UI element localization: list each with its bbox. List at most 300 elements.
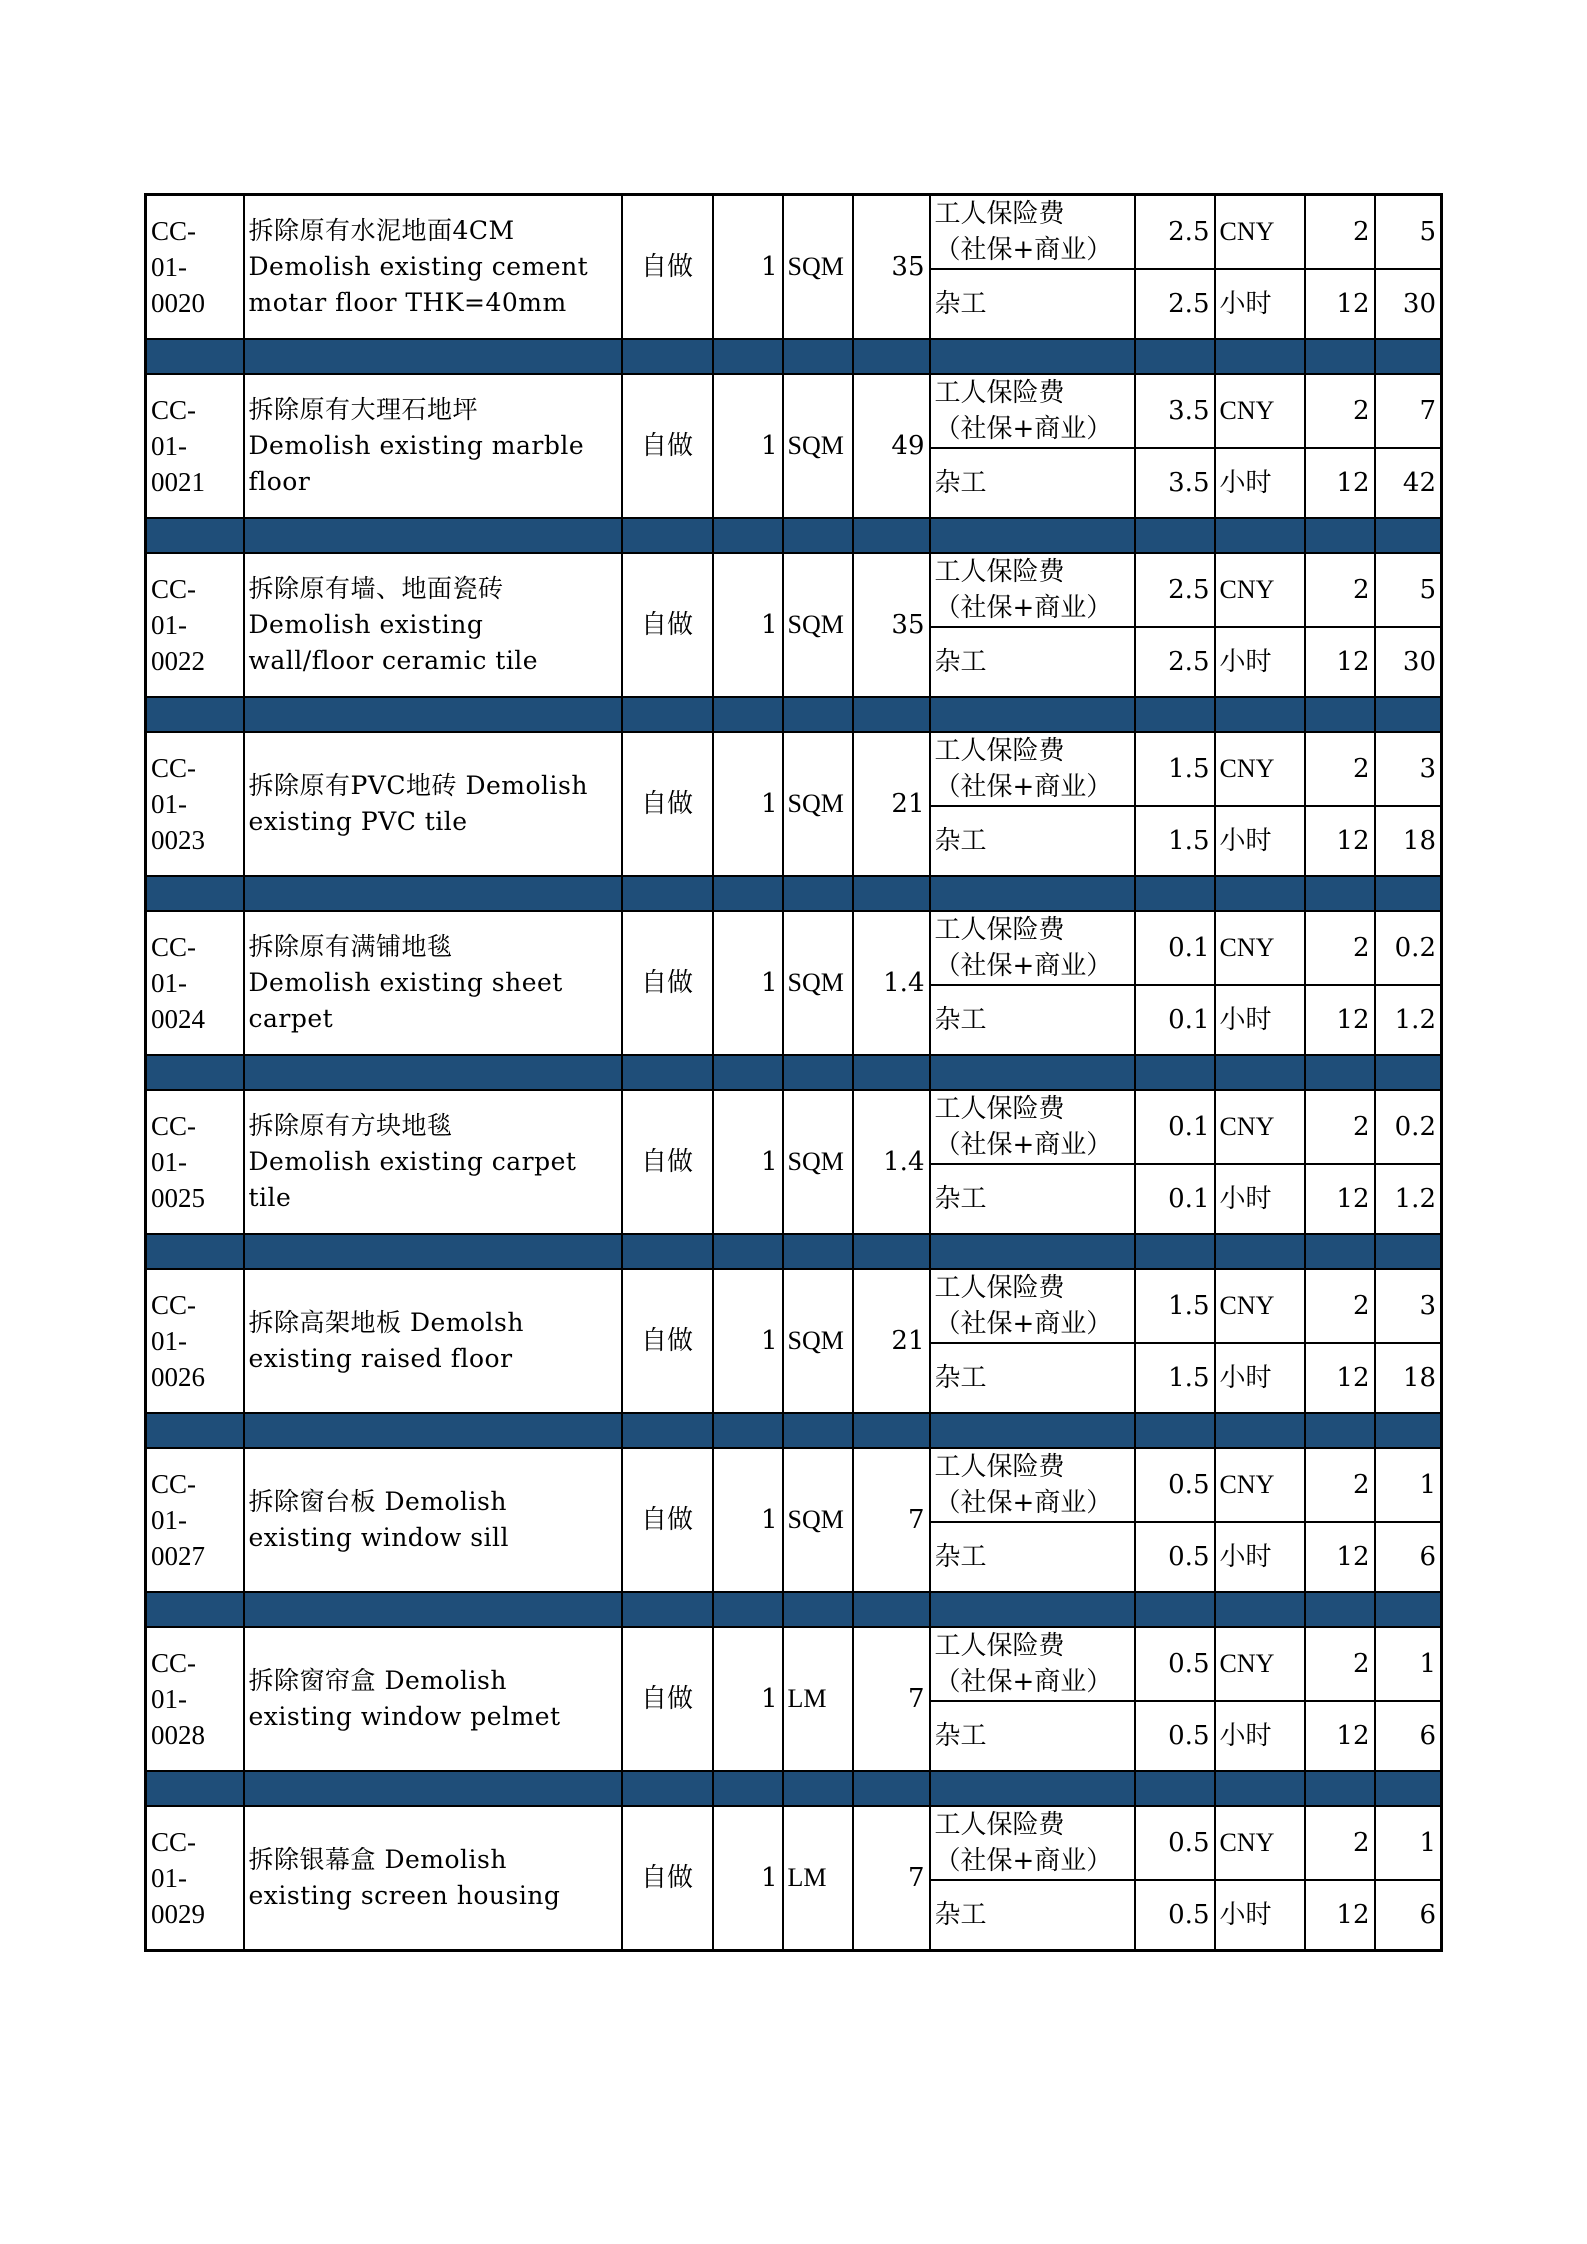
item-code-cell	[146, 1269, 244, 1413]
separator-cell	[146, 1771, 244, 1806]
separator-cell	[1305, 1234, 1375, 1269]
item-description-line: Demolish existing	[248, 610, 484, 639]
cost-unit: 小时	[1215, 269, 1305, 339]
cost-label-line: 杂工	[934, 647, 987, 677]
item-amount: 21	[853, 1269, 930, 1413]
separator-row	[146, 1771, 1442, 1806]
separator-cell	[783, 1771, 853, 1806]
cost-unit: CNY	[1215, 732, 1305, 806]
item-code-line: 01-	[151, 1147, 187, 1177]
cost-label-cell	[930, 1343, 1135, 1413]
cost-label-line: （社保+商业）	[934, 1846, 1113, 1876]
cost-label-cell	[930, 732, 1135, 806]
separator-cell	[713, 518, 783, 553]
item-quantity: 1	[713, 911, 783, 1055]
separator-cell	[853, 876, 930, 911]
item-description-line: existing window pelmet	[248, 1702, 561, 1731]
separator-cell	[1375, 339, 1442, 374]
separator-cell	[622, 1055, 713, 1090]
item-description-line: existing window sill	[248, 1523, 510, 1552]
separator-cell	[930, 1771, 1135, 1806]
separator-cell	[1135, 697, 1215, 732]
item-amount: 7	[853, 1806, 930, 1951]
item-code-line: 0026	[151, 1362, 205, 1392]
cost-unit: 小时	[1215, 448, 1305, 518]
separator-cell	[930, 1592, 1135, 1627]
item-description-line: 拆除原有满铺地毯	[248, 932, 453, 961]
table-row	[146, 1090, 1442, 1164]
separator-cell	[622, 339, 713, 374]
item-unit: SQM	[783, 553, 853, 697]
cost-label-line: 杂工	[934, 1005, 987, 1035]
cost-rate: 1.5	[1135, 806, 1215, 876]
item-code-line: 0021	[151, 467, 205, 497]
separator-cell	[146, 518, 244, 553]
item-amount: 49	[853, 374, 930, 518]
cost-total: 6	[1375, 1880, 1442, 1951]
cost-rate: 0.1	[1135, 911, 1215, 985]
separator-cell	[1135, 1771, 1215, 1806]
item-description-line: 拆除窗帘盒 Demolish	[248, 1666, 507, 1695]
separator-cell	[622, 1234, 713, 1269]
cost-label-cell	[930, 1627, 1135, 1701]
separator-cell	[853, 518, 930, 553]
cost-unit: CNY	[1215, 1448, 1305, 1522]
cost-rate: 0.1	[1135, 1090, 1215, 1164]
separator-row	[146, 697, 1442, 732]
separator-cell	[713, 876, 783, 911]
cost-unit: 小时	[1215, 1343, 1305, 1413]
cost-unit: 小时	[1215, 1164, 1305, 1234]
item-quantity: 1	[713, 1806, 783, 1951]
cost-label-line: 杂工	[934, 1542, 987, 1572]
cost-count: 12	[1305, 1701, 1375, 1771]
cost-label-line: 工人保险费	[934, 1631, 1065, 1661]
item-code-cell	[146, 195, 244, 340]
item-description-cell	[244, 1627, 622, 1771]
separator-cell	[783, 1055, 853, 1090]
separator-row	[146, 876, 1442, 911]
item-description-line: existing raised floor	[248, 1344, 513, 1373]
item-amount: 21	[853, 732, 930, 876]
cost-label-line: 工人保险费	[934, 915, 1065, 945]
item-amount: 35	[853, 195, 930, 340]
cost-label-cell	[930, 911, 1135, 985]
separator-cell	[713, 1592, 783, 1627]
item-description-cell	[244, 732, 622, 876]
cost-label-cell	[930, 374, 1135, 448]
cost-label-cell	[930, 269, 1135, 339]
separator-cell	[1135, 339, 1215, 374]
separator-row	[146, 1592, 1442, 1627]
cost-label-cell	[930, 627, 1135, 697]
separator-cell	[244, 1055, 622, 1090]
item-code-line: CC-	[151, 395, 197, 425]
item-code-line: 0029	[151, 1899, 205, 1929]
item-description-line: tile	[248, 1183, 292, 1212]
cost-label-cell	[930, 1806, 1135, 1880]
cost-label-line: 杂工	[934, 289, 987, 319]
cost-rate: 0.5	[1135, 1627, 1215, 1701]
cost-label-cell	[930, 1701, 1135, 1771]
separator-cell	[930, 1234, 1135, 1269]
cost-count: 12	[1305, 627, 1375, 697]
cost-total: 3	[1375, 732, 1442, 806]
cost-count: 12	[1305, 1343, 1375, 1413]
separator-cell	[146, 697, 244, 732]
separator-cell	[783, 1234, 853, 1269]
cost-rate: 1.5	[1135, 1343, 1215, 1413]
cost-count: 12	[1305, 1880, 1375, 1951]
cost-count: 12	[1305, 985, 1375, 1055]
item-code-cell	[146, 1448, 244, 1592]
item-code-line: 01-	[151, 1505, 187, 1535]
separator-cell	[146, 1055, 244, 1090]
item-method: 自做	[622, 374, 713, 518]
cost-total: 1	[1375, 1448, 1442, 1522]
item-code-line: CC-	[151, 574, 197, 604]
table-row	[146, 195, 1442, 270]
item-unit: LM	[783, 1806, 853, 1951]
cost-label-line: 杂工	[934, 1721, 987, 1751]
cost-label-cell	[930, 1164, 1135, 1234]
separator-cell	[853, 1771, 930, 1806]
separator-cell	[244, 518, 622, 553]
item-code-line: CC-	[151, 932, 197, 962]
cost-unit: CNY	[1215, 195, 1305, 270]
cost-label-line: （社保+商业）	[934, 1309, 1113, 1339]
separator-cell	[1215, 1413, 1305, 1448]
cost-label-line: （社保+商业）	[934, 1667, 1113, 1697]
item-description-line: motar floor THK=40mm	[248, 288, 567, 317]
item-quantity: 1	[713, 1627, 783, 1771]
item-code-cell	[146, 732, 244, 876]
item-unit: SQM	[783, 1269, 853, 1413]
item-code-line: 0020	[151, 288, 205, 318]
separator-cell	[713, 339, 783, 374]
cost-total: 0.2	[1375, 1090, 1442, 1164]
cost-label-cell	[930, 1880, 1135, 1951]
item-description-cell	[244, 374, 622, 518]
separator-cell	[930, 876, 1135, 911]
table-row	[146, 1269, 1442, 1343]
cost-total: 6	[1375, 1701, 1442, 1771]
separator-row	[146, 1413, 1442, 1448]
cost-label-line: （社保+商业）	[934, 414, 1113, 444]
cost-total: 3	[1375, 1269, 1442, 1343]
item-amount: 7	[853, 1448, 930, 1592]
separator-cell	[1305, 876, 1375, 911]
cost-count: 12	[1305, 269, 1375, 339]
separator-cell	[853, 339, 930, 374]
item-code-cell	[146, 911, 244, 1055]
cost-count: 12	[1305, 1164, 1375, 1234]
cost-total: 1.2	[1375, 1164, 1442, 1234]
cost-unit: 小时	[1215, 1522, 1305, 1592]
cost-total: 5	[1375, 195, 1442, 270]
cost-total: 42	[1375, 448, 1442, 518]
item-code-line: 0024	[151, 1004, 205, 1034]
item-description-line: 拆除窗台板 Demolish	[248, 1487, 507, 1516]
separator-cell	[783, 1413, 853, 1448]
item-code-line: CC-	[151, 216, 197, 246]
item-description-line: Demolish existing cement	[248, 252, 589, 281]
item-method: 自做	[622, 553, 713, 697]
item-code-line: 01-	[151, 789, 187, 819]
separator-cell	[1135, 876, 1215, 911]
cost-rate: 0.5	[1135, 1448, 1215, 1522]
item-unit: LM	[783, 1627, 853, 1771]
item-description-line: 拆除原有水泥地面4CM	[248, 216, 515, 245]
cost-unit: CNY	[1215, 1090, 1305, 1164]
cost-total: 0.2	[1375, 911, 1442, 985]
item-description-line: 拆除原有墙、地面瓷砖	[248, 574, 504, 603]
separator-row	[146, 339, 1442, 374]
separator-cell	[1305, 697, 1375, 732]
separator-cell	[622, 1592, 713, 1627]
cost-rate: 0.5	[1135, 1522, 1215, 1592]
item-code-line: 01-	[151, 1863, 187, 1893]
separator-cell	[244, 1234, 622, 1269]
item-code-line: 01-	[151, 968, 187, 998]
separator-cell	[146, 1234, 244, 1269]
separator-cell	[244, 697, 622, 732]
separator-cell	[713, 1055, 783, 1090]
item-quantity: 1	[713, 1448, 783, 1592]
cost-count: 2	[1305, 1448, 1375, 1522]
cost-count: 12	[1305, 448, 1375, 518]
separator-cell	[853, 697, 930, 732]
separator-cell	[1375, 518, 1442, 553]
separator-cell	[622, 876, 713, 911]
cost-unit: CNY	[1215, 1269, 1305, 1343]
separator-cell	[622, 1771, 713, 1806]
cost-rate: 1.5	[1135, 732, 1215, 806]
item-unit: SQM	[783, 911, 853, 1055]
cost-total: 1	[1375, 1627, 1442, 1701]
table-row	[146, 553, 1442, 627]
item-description-line: floor	[248, 467, 311, 496]
cost-label-line: 工人保险费	[934, 1273, 1065, 1303]
separator-cell	[1375, 1771, 1442, 1806]
item-code-line: CC-	[151, 1827, 197, 1857]
item-description-line: 拆除高架地板 Demolsh	[248, 1308, 524, 1337]
cost-total: 5	[1375, 553, 1442, 627]
item-description-line: existing screen housing	[248, 1881, 561, 1910]
item-description-line: Demolish existing marble	[248, 431, 585, 460]
cost-total: 30	[1375, 269, 1442, 339]
cost-label-cell	[930, 985, 1135, 1055]
separator-cell	[1215, 697, 1305, 732]
separator-cell	[783, 339, 853, 374]
item-description-cell	[244, 911, 622, 1055]
separator-cell	[713, 1413, 783, 1448]
cost-total: 30	[1375, 627, 1442, 697]
cost-total: 1.2	[1375, 985, 1442, 1055]
item-code-cell	[146, 374, 244, 518]
item-quantity: 1	[713, 732, 783, 876]
item-unit: SQM	[783, 1448, 853, 1592]
cost-label-cell	[930, 1090, 1135, 1164]
cost-label-line: 杂工	[934, 1900, 987, 1930]
cost-label-cell	[930, 1522, 1135, 1592]
item-unit: SQM	[783, 195, 853, 340]
cost-label-cell	[930, 448, 1135, 518]
separator-cell	[146, 339, 244, 374]
item-code-line: 0025	[151, 1183, 205, 1213]
cost-label-line: 杂工	[934, 826, 987, 856]
separator-cell	[1305, 339, 1375, 374]
item-description-line: Demolish existing sheet	[248, 968, 563, 997]
table-row	[146, 911, 1442, 985]
item-method: 自做	[622, 911, 713, 1055]
separator-cell	[146, 876, 244, 911]
cost-label-line: （社保+商业）	[934, 1488, 1113, 1518]
item-description-line: 拆除原有方块地毯	[248, 1111, 453, 1140]
item-description-line: 拆除银幕盒 Demolish	[248, 1845, 507, 1874]
cost-label-line: 工人保险费	[934, 199, 1065, 229]
separator-cell	[1305, 1592, 1375, 1627]
item-code-cell	[146, 1627, 244, 1771]
item-method: 自做	[622, 1090, 713, 1234]
separator-cell	[783, 518, 853, 553]
item-code-line: 01-	[151, 431, 187, 461]
cost-unit: 小时	[1215, 1701, 1305, 1771]
separator-cell	[1135, 1234, 1215, 1269]
item-quantity: 1	[713, 374, 783, 518]
separator-row	[146, 518, 1442, 553]
cost-label-cell	[930, 1448, 1135, 1522]
item-code-line: CC-	[151, 753, 197, 783]
separator-cell	[244, 1592, 622, 1627]
separator-cell	[783, 1592, 853, 1627]
item-quantity: 1	[713, 1269, 783, 1413]
cost-count: 2	[1305, 732, 1375, 806]
separator-cell	[853, 1592, 930, 1627]
cost-rate: 2.5	[1135, 553, 1215, 627]
cost-unit: CNY	[1215, 1806, 1305, 1880]
item-description-line: 拆除原有大理石地坪	[248, 395, 479, 424]
cost-label-line: （社保+商业）	[934, 1130, 1113, 1160]
cost-label-cell	[930, 1269, 1135, 1343]
item-code-cell	[146, 1090, 244, 1234]
cost-unit: CNY	[1215, 374, 1305, 448]
separator-cell	[713, 1234, 783, 1269]
item-code-line: 0027	[151, 1541, 205, 1571]
separator-cell	[930, 518, 1135, 553]
cost-label-cell	[930, 195, 1135, 270]
separator-cell	[853, 1234, 930, 1269]
cost-unit: CNY	[1215, 911, 1305, 985]
item-code-line: 01-	[151, 252, 187, 282]
separator-cell	[713, 1771, 783, 1806]
cost-label-cell	[930, 806, 1135, 876]
separator-row	[146, 1234, 1442, 1269]
cost-unit: 小时	[1215, 806, 1305, 876]
separator-cell	[1135, 1413, 1215, 1448]
separator-cell	[1215, 1771, 1305, 1806]
separator-cell	[1135, 1592, 1215, 1627]
cost-rate: 3.5	[1135, 448, 1215, 518]
item-code-line: 01-	[151, 1684, 187, 1714]
cost-rate: 0.5	[1135, 1880, 1215, 1951]
cost-label-line: （社保+商业）	[934, 235, 1113, 265]
separator-cell	[1215, 339, 1305, 374]
separator-cell	[1305, 1413, 1375, 1448]
cost-total: 18	[1375, 1343, 1442, 1413]
cost-total: 1	[1375, 1806, 1442, 1880]
cost-label-line: 工人保险费	[934, 378, 1065, 408]
separator-cell	[146, 1413, 244, 1448]
cost-rate: 1.5	[1135, 1269, 1215, 1343]
cost-unit: CNY	[1215, 1627, 1305, 1701]
cost-label-line: 工人保险费	[934, 1094, 1065, 1124]
cost-rate: 0.1	[1135, 985, 1215, 1055]
separator-cell	[244, 876, 622, 911]
item-quantity: 1	[713, 1090, 783, 1234]
item-description-cell	[244, 1448, 622, 1592]
cost-label-line: 工人保险费	[934, 736, 1065, 766]
item-description-line: wall/floor ceramic tile	[248, 646, 539, 675]
separator-cell	[1305, 1055, 1375, 1090]
cost-count: 2	[1305, 911, 1375, 985]
separator-cell	[930, 1413, 1135, 1448]
separator-cell	[930, 1055, 1135, 1090]
item-method: 自做	[622, 1448, 713, 1592]
table-row	[146, 374, 1442, 448]
separator-cell	[1375, 1592, 1442, 1627]
item-method: 自做	[622, 195, 713, 340]
cost-label-line: 工人保险费	[934, 557, 1065, 587]
cost-count: 2	[1305, 1269, 1375, 1343]
item-description-line: carpet	[248, 1004, 334, 1033]
cost-total: 6	[1375, 1522, 1442, 1592]
cost-count: 12	[1305, 1522, 1375, 1592]
separator-cell	[1375, 1413, 1442, 1448]
cost-rate: 3.5	[1135, 374, 1215, 448]
separator-cell	[1215, 518, 1305, 553]
item-amount: 1.4	[853, 911, 930, 1055]
cost-count: 12	[1305, 806, 1375, 876]
item-unit: SQM	[783, 732, 853, 876]
separator-cell	[853, 1055, 930, 1090]
item-code-line: CC-	[151, 1111, 197, 1141]
separator-cell	[1215, 1055, 1305, 1090]
separator-cell	[1215, 876, 1305, 911]
item-description-cell	[244, 1090, 622, 1234]
cost-rate: 2.5	[1135, 195, 1215, 270]
item-description-cell	[244, 553, 622, 697]
item-method: 自做	[622, 1269, 713, 1413]
item-description-line: 拆除原有PVC地砖 Demolish	[248, 771, 588, 800]
separator-cell	[244, 1413, 622, 1448]
separator-cell	[1375, 1234, 1442, 1269]
separator-cell	[930, 697, 1135, 732]
separator-cell	[1375, 697, 1442, 732]
separator-cell	[1375, 876, 1442, 911]
item-quantity: 1	[713, 553, 783, 697]
item-amount: 35	[853, 553, 930, 697]
cost-total: 7	[1375, 374, 1442, 448]
item-quantity: 1	[713, 195, 783, 340]
cost-label-line: 杂工	[934, 1363, 987, 1393]
cost-label-line: （社保+商业）	[934, 951, 1113, 981]
cost-unit: CNY	[1215, 553, 1305, 627]
cost-label-line: （社保+商业）	[934, 593, 1113, 623]
cost-label-line: 工人保险费	[934, 1810, 1065, 1840]
table-row	[146, 1448, 1442, 1522]
table-row	[146, 1806, 1442, 1880]
